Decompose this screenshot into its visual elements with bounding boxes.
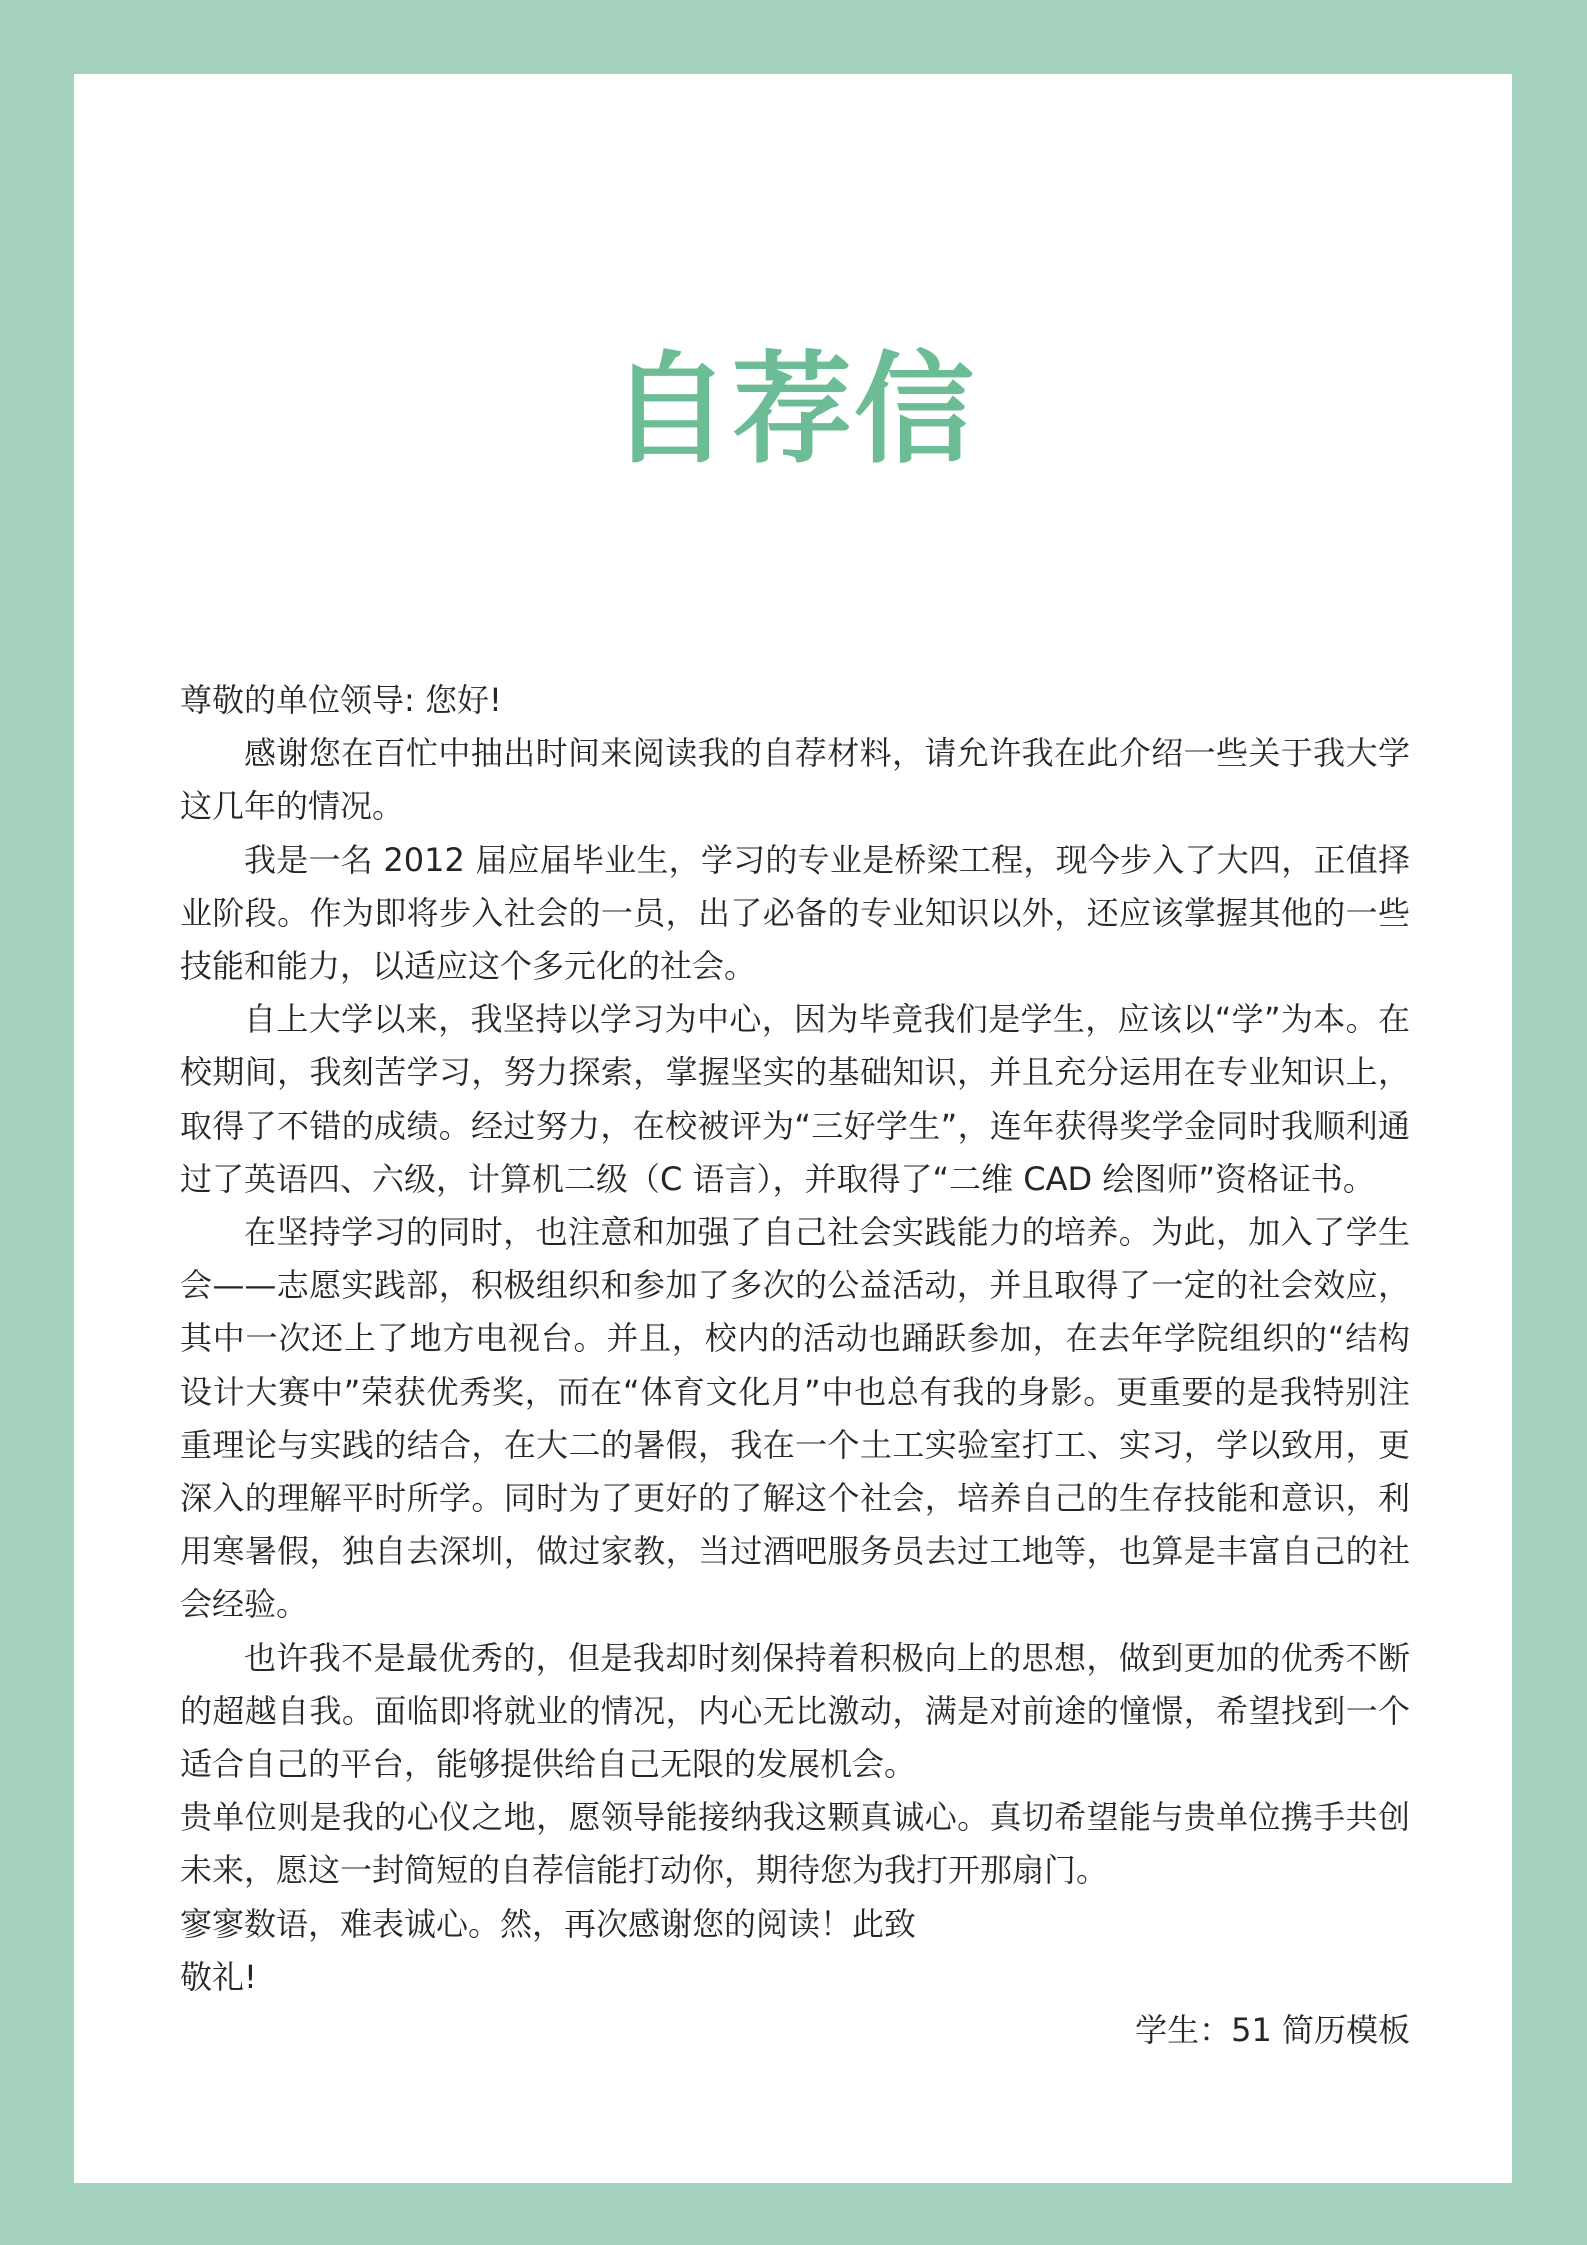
paragraph-study: 自上大学以来，我坚持以学习为中心，因为毕竟我们是学生，应该以“学”为本。在校期间，我刻苦学习，努力探索，掌握坚实的基础知识，并且充分运用在专业知识上，取得了不错的成绩。经过努力，在校被评为“三好学生”，连年获得奖学金同时我顺利通过了英语四、六级，计算机二级（C 语言），并取得了“二维 CAD 绘图师”资格证书。 <box>180 1000 1410 1198</box>
letter-page <box>74 74 1512 2183</box>
paragraph-regards: 敬礼! <box>180 1957 257 1996</box>
signature: 学生：51 简历模板 <box>1135 2011 1410 2050</box>
paragraph-background: 我是一名 2012 届应届毕业生，学习的专业是桥梁工程，现今步入了大四，正值择业阶段。作为即将步入社会的一员，出了必备的专业知识以外，还应该掌握其他的一些技能和能力，以适应这个多元化的社会。 <box>180 840 1410 986</box>
paragraph-intro: 感谢您在百忙中抽出时间来阅读我的自荐材料，请允许我在此介绍一些关于我大学这几年的情况。 <box>180 734 1410 826</box>
page-title: 自荐信 <box>610 341 976 480</box>
paragraph-closing: 贵单位则是我的心仪之地，愿领导能接纳我这颗真诚心。真切希望能与贵单位携手共创未来，愿这一封简短的自荐信能打动你，期待您为我打开那扇门。 <box>180 1798 1410 1890</box>
paragraph-aspiration: 也许我不是最优秀的，但是我却时刻保持着积极向上的思想，做到更加的优秀不断的超越自我。面临即将就业的情况，内心无比激动，满是对前途的憧憬，希望找到一个适合自己的平台，能够提供给自己无限的发展机会。 <box>180 1638 1410 1784</box>
paragraph-practice: 在坚持学习的同时，也注意和加强了自己社会实践能力的培养。为此，加入了学生会——志愿实践部，积极组织和参加了多次的公益活动，并且取得了一定的社会效应，其中一次还上了地方电视台。并且，校内的活动也踊跃参加，在去年学院组织的“结构设计大赛中”荣获优秀奖，而在“体育文化月”中也总有我的身影。更重要的是我特别注重理论与实践的结合，在大二的暑假，我在一个土工实验室打工、实习，学以致用，更深入的理解平时所学。同时为了更好的了解这个社会，培养自己的生存技能和意识，利用寒暑假，独自去深圳，做过家教，当过酒吧服务员去过工地等，也算是丰富自己的社会经验。 <box>180 1213 1410 1624</box>
salutation: 尊敬的单位领导: 您好! <box>180 681 502 719</box>
paragraph-thanks: 寥寥数语，难表诚心。然，再次感谢您的阅读！此致 <box>180 1904 917 1943</box>
letter-body <box>180 674 1410 2057</box>
